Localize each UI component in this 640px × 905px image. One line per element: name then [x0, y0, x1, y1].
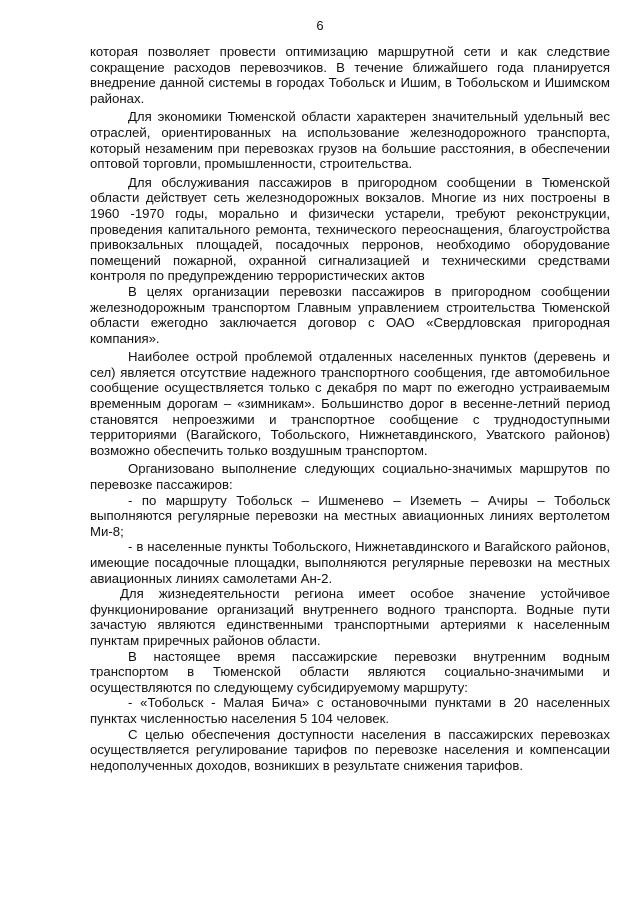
list-item-water-route: - «Тобольск - Малая Бича» с остановочными пунктами в 20 населенных пунктах численностью населения 5 104 человек.	[90, 695, 610, 726]
paragraph-water-routes: В настоящее время пассажирские перевозки внутренним водным транспортом в Тюменской области являются социально-значимыми и осуществляются по следующему субсидируемому маршруту:	[90, 648, 610, 695]
paragraph-water-transport: Для жизнедеятельности региона имеет особое значение устойчивое функционирование организаций внутреннего водного транспорта. Водные пути зачастую являются единственными транспортными артериями к населенным пунктам приречных районов области.	[90, 586, 610, 648]
paragraph-remote-settlements: Наиболее острой проблемой отдаленных населенных пунктов (деревень и сел) является отсутствие надежного транспортного сообщения, где автомобильное сообщение осуществляется только с декабря по март по ежегодно устраиваемым временным дорогам – «зимникам». Большинство дорог в весенне-летний период становятся непроезжими и транспортное сообщение с труднодоступными территориями (Вагайского, Тобольского, Нижнетавдинского, Уватского районов) возможно обеспечить только воздушным транспортом.	[90, 349, 610, 458]
paragraph-continuation: которая позволяет провести оптимизацию маршрутной сети и как следствие сокращение расходов перевозчиков. В течение ближайшего года планируется внедрение данной системы в городах Тобольск и Ишим, в Тобольском и Ишимском районах.	[90, 44, 610, 106]
paragraph-railway-economy: Для экономики Тюменской области характерен значительный удельный вес отраслей, ориентированных на использование железнодорожного транспорта, который незаменим при перевозках грузов на большие расстояния, в обеспечении оптовой торговли, промышленности, строительства.	[90, 109, 610, 172]
page-number: 6	[316, 18, 324, 33]
list-item-airplane-route: - в населенные пункты Тобольского, Нижнетавдинского и Вагайского районов, имеющие посадочные площадки, выполняются регулярные перевозки на местных авиационных линиях самолетами Ан-2.	[90, 539, 610, 586]
paragraph-railway-stations: Для обслуживания пассажиров в пригородном сообщении в Тюменской области действует сеть железнодорожных вокзалов. Многие из них построены в 1960 -1970 годы, морально и физически устарели, требуют реконструкции, проведения капитального ремонта, технического переоснащения, благоустройства привокзальных площадей, посадочных перронов, необходимо оборудование помещений пожарной, охранной сигнализацией и техническими средствами контроля по предупреждению террористических актов	[90, 174, 610, 284]
paragraph-tariff-regulation: С целью обеспечения доступности населения в пассажирских перевозках осуществляется регулирование тарифов по перевозке населения и компенсации недополученных доходов, возникших в результате снижения тарифов.	[90, 726, 610, 773]
paragraph-suburban-contract: В целях организации перевозки пассажиров в пригородном сообщении железнодорожным транспортом Главным управлением строительства Тюменской области ежегодно заключается договор с ОАО «Свердловская пригородная компания».	[90, 283, 610, 346]
document-body	[90, 44, 610, 773]
list-item-helicopter-route: - по маршруту Тобольск – Ишменево – Иземеть – Ачиры – Тобольск выполняются регулярные перевозки на местных авиационных линиях вертолетом Ми-8;	[90, 492, 610, 539]
paragraph-social-routes: Организовано выполнение следующих социально-значимых маршрутов по перевозке пассажиров:	[90, 461, 610, 493]
